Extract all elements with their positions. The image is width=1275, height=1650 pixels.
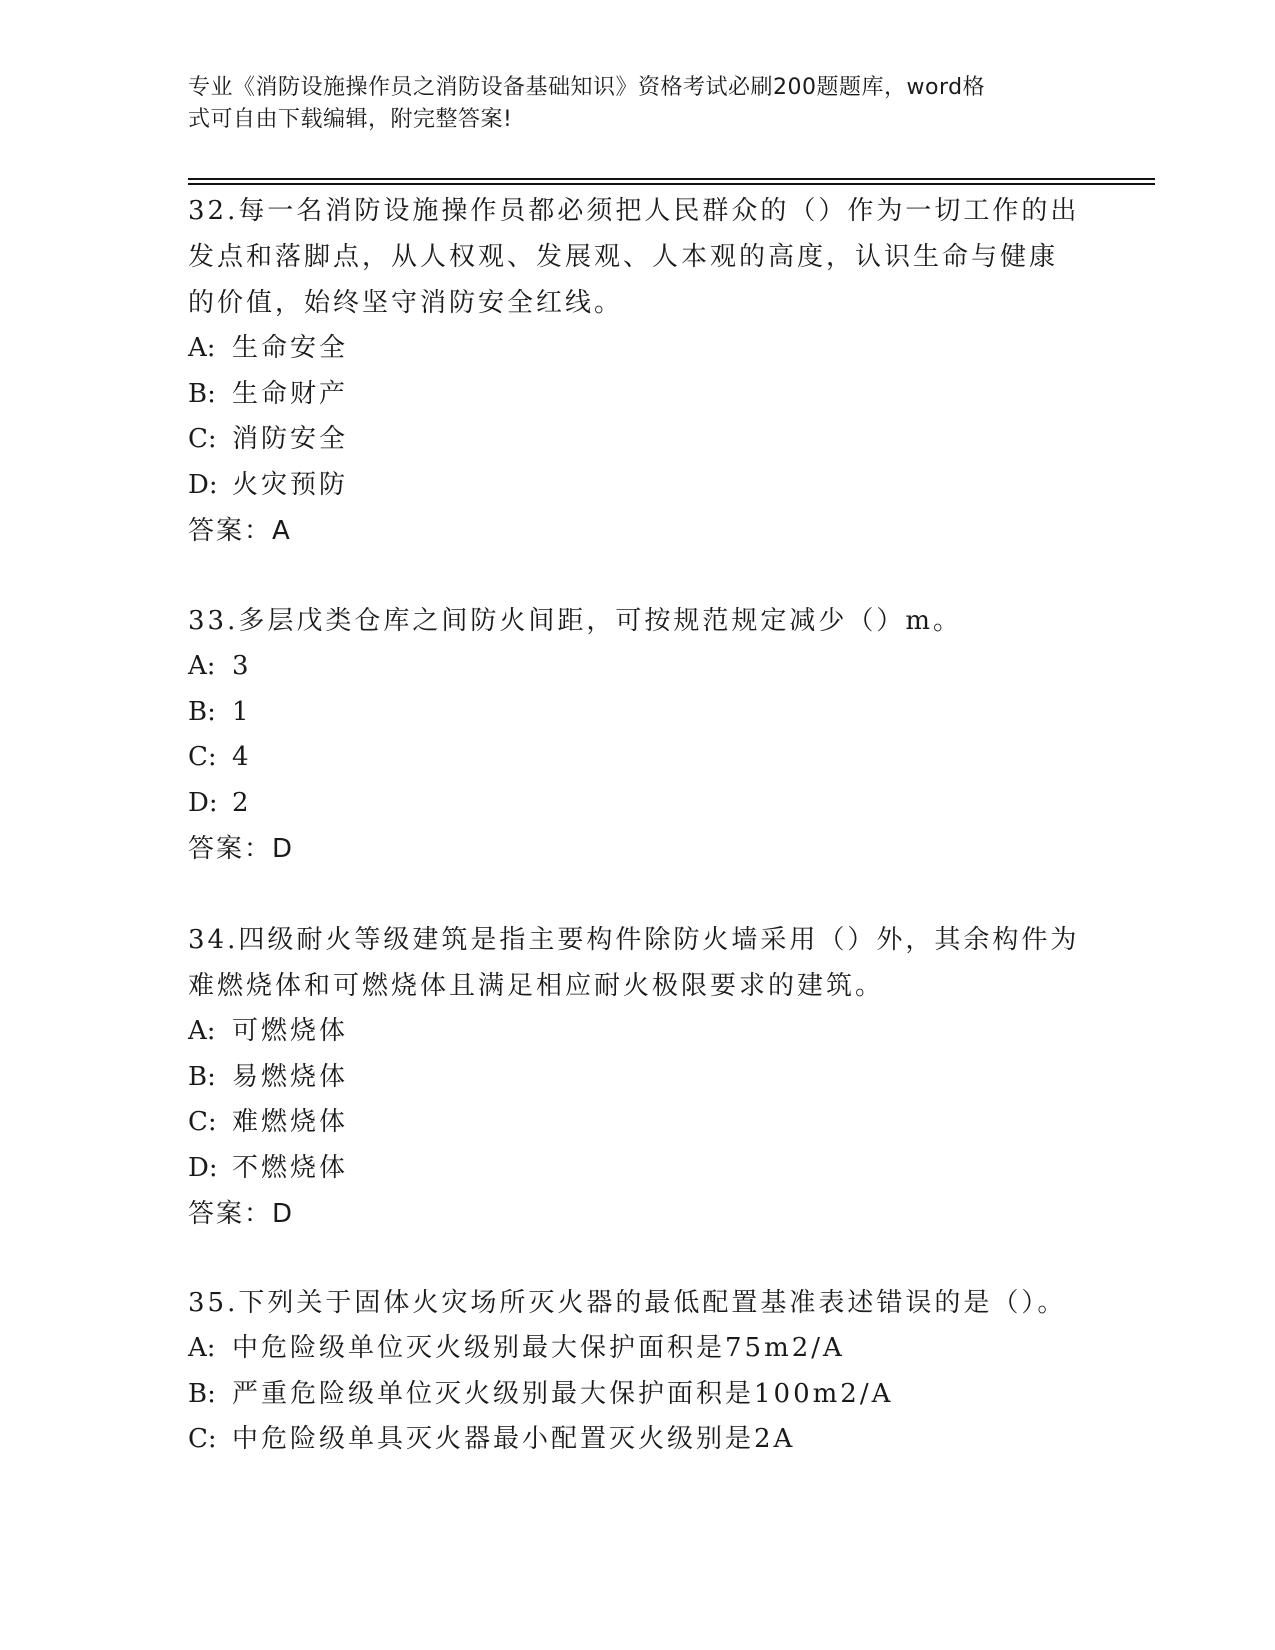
option-a [188,1326,1088,1372]
option-b [188,1372,1088,1418]
option-b [188,690,1088,736]
option-d [188,463,1088,509]
option-label: A: [188,651,216,681]
option-label: B: [188,378,216,409]
option-c [188,735,1088,781]
answer-line: 答案：D [188,834,295,864]
option-text: 难燃烧体 [232,1107,349,1137]
option-text: 生命财产 [232,378,349,409]
answer-line: 答案：A [188,516,292,546]
question-stem-line: 发点和落脚点，从人权观、发展观、人本观的高度，认识生命与健康 [188,242,1059,272]
question-stem-line: 难燃烧体和可燃烧体且满足相应耐火极限要求的建筑。 [188,971,885,1001]
option-label: C: [188,1424,217,1454]
question-32 [188,188,1088,554]
option-text: 中危险级单位灭火级别最大保护面积是75m2/A [232,1333,845,1363]
option-label: C: [188,1107,217,1137]
option-d [188,1146,1088,1192]
option-label: B: [188,1378,216,1409]
option-label: D: [188,787,218,818]
option-text: 易燃烧体 [232,1061,349,1092]
option-text: 生命安全 [232,333,349,363]
option-b [188,372,1088,418]
option-a [188,326,1088,372]
option-c [188,1417,1088,1463]
option-d [188,781,1088,827]
question-35 [188,1280,1088,1463]
option-label: D: [188,469,218,500]
option-c [188,1100,1088,1146]
header-divider-top [188,178,1155,180]
question-stem-line: 32.每一名消防设施操作员都必须把人民群众的（）作为一切工作的出 [188,196,1080,226]
option-text: 1 [232,696,252,727]
header-line-1: 专业《消防设施操作员之消防设备基础知识》资格考试必刷200题题库，word格 [188,75,986,100]
question-33 [188,598,1088,872]
question-stem-line: 的价值，始终坚守消防安全红线。 [188,288,624,318]
option-c [188,417,1088,463]
option-text: 消防安全 [232,424,349,454]
option-text: 严重危险级单位灭火级别最大保护面积是100m2/A [232,1378,894,1409]
option-label: C: [188,424,217,454]
option-label: C: [188,742,217,772]
option-a [188,1009,1088,1055]
option-label: D: [188,1152,218,1183]
question-34 [188,917,1088,1237]
option-label: B: [188,696,216,727]
option-text: 可燃烧体 [232,1016,349,1046]
option-text: 火灾预防 [232,469,349,500]
option-text: 3 [232,651,252,681]
document-header [188,72,1078,136]
question-stem-line: 33.多层戊类仓库之间防火间距，可按规范规定减少（）m。 [188,606,963,636]
question-stem-line: 34.四级耐火等级建筑是指主要构件除防火墙采用（）外，其余构件为 [188,925,1080,955]
answer-line: 答案：D [188,1199,295,1229]
option-text: 中危险级单具灭火器最小配置灭火级别是2A [232,1424,796,1454]
option-text: 4 [232,742,252,772]
option-label: A: [188,1016,216,1046]
option-text: 2 [232,787,252,818]
header-line-2: 式可自由下载编辑，附完整答案! [188,107,513,132]
option-label: B: [188,1061,216,1092]
option-b [188,1055,1088,1101]
option-label: A: [188,333,216,363]
option-label: A: [188,1333,216,1363]
option-text: 不燃烧体 [232,1152,349,1183]
question-stem-line: 35.下列关于固体火灾场所灭火器的最低配置基准表述错误的是（）。 [188,1288,1067,1318]
option-a [188,644,1088,690]
header-divider-bottom [188,183,1155,185]
